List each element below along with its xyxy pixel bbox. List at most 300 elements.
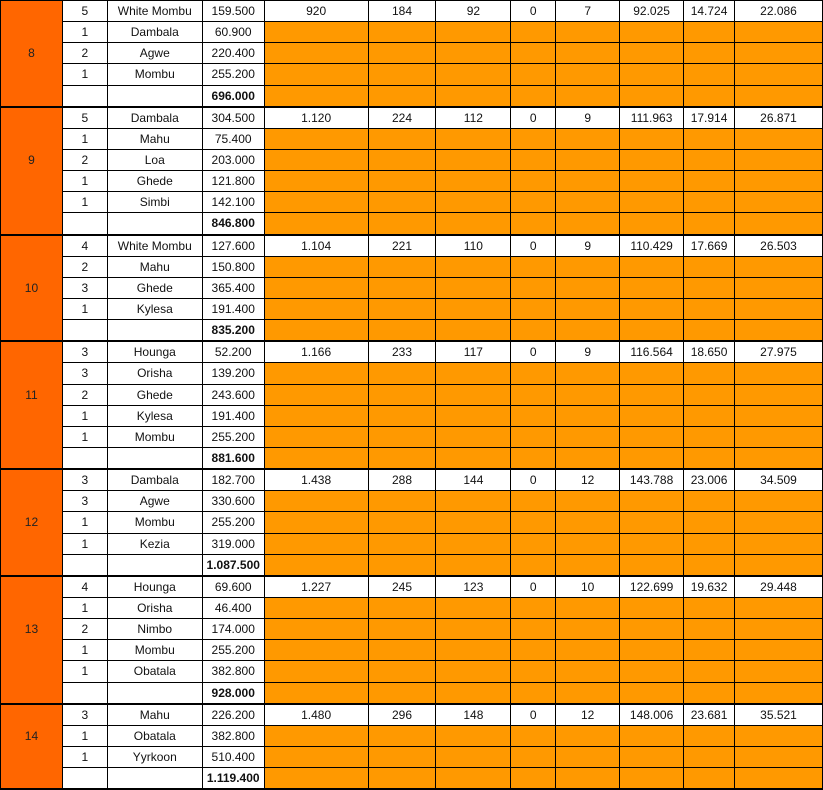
qty-cell[interactable]: [62, 85, 107, 107]
filled-cell[interactable]: [735, 597, 823, 618]
filled-cell[interactable]: [264, 43, 368, 64]
filled-cell[interactable]: [556, 85, 620, 107]
filled-cell[interactable]: [735, 85, 823, 107]
filled-cell[interactable]: [735, 171, 823, 192]
filled-cell[interactable]: [264, 64, 368, 85]
stat-cell[interactable]: 1.104: [264, 235, 368, 257]
filled-cell[interactable]: [436, 43, 511, 64]
filled-cell[interactable]: [620, 554, 684, 576]
filled-cell[interactable]: [735, 533, 823, 554]
stat-cell[interactable]: 110: [436, 235, 511, 257]
filled-cell[interactable]: [368, 640, 436, 661]
value-cell[interactable]: 255.200: [202, 512, 264, 533]
group-cell[interactable]: [1, 235, 63, 257]
name-cell[interactable]: Kezia: [107, 533, 202, 554]
filled-cell[interactable]: [436, 746, 511, 767]
filled-cell[interactable]: [556, 171, 620, 192]
stat-cell[interactable]: 1.227: [264, 576, 368, 598]
filled-cell[interactable]: [511, 746, 556, 767]
filled-cell[interactable]: [436, 768, 511, 790]
filled-cell[interactable]: [735, 43, 823, 64]
name-cell[interactable]: Dambala: [107, 469, 202, 491]
qty-cell[interactable]: 1: [62, 597, 107, 618]
filled-cell[interactable]: [556, 192, 620, 213]
filled-cell[interactable]: [556, 256, 620, 277]
name-cell[interactable]: Ghede: [107, 277, 202, 298]
filled-cell[interactable]: [436, 277, 511, 298]
qty-cell[interactable]: 1: [62, 746, 107, 767]
value-cell[interactable]: 191.400: [202, 298, 264, 319]
group-total-cell[interactable]: 696.000: [202, 85, 264, 107]
name-cell[interactable]: [107, 447, 202, 469]
filled-cell[interactable]: [264, 597, 368, 618]
filled-cell[interactable]: [511, 192, 556, 213]
stat-cell[interactable]: 27.975: [735, 341, 823, 363]
qty-cell[interactable]: 4: [62, 235, 107, 257]
filled-cell[interactable]: [264, 746, 368, 767]
filled-cell[interactable]: [556, 619, 620, 640]
filled-cell[interactable]: [436, 171, 511, 192]
filled-cell[interactable]: [556, 384, 620, 405]
name-cell[interactable]: Ghede: [107, 171, 202, 192]
stat-cell[interactable]: 0: [511, 704, 556, 726]
name-cell[interactable]: Mahu: [107, 256, 202, 277]
filled-cell[interactable]: [368, 171, 436, 192]
filled-cell[interactable]: [556, 149, 620, 170]
filled-cell[interactable]: [436, 554, 511, 576]
value-cell[interactable]: 365.400: [202, 277, 264, 298]
stat-cell[interactable]: 26.871: [735, 107, 823, 129]
filled-cell[interactable]: [684, 192, 735, 213]
filled-cell[interactable]: [436, 725, 511, 746]
name-cell[interactable]: [107, 554, 202, 576]
filled-cell[interactable]: [511, 43, 556, 64]
stat-cell[interactable]: 1.480: [264, 704, 368, 726]
filled-cell[interactable]: [511, 661, 556, 682]
qty-cell[interactable]: 1: [62, 22, 107, 43]
filled-cell[interactable]: [436, 363, 511, 384]
value-cell[interactable]: 255.200: [202, 64, 264, 85]
group-cell[interactable]: [1, 405, 63, 426]
qty-cell[interactable]: 5: [62, 0, 107, 22]
filled-cell[interactable]: [620, 512, 684, 533]
qty-cell[interactable]: [62, 768, 107, 790]
name-cell[interactable]: Ghede: [107, 384, 202, 405]
filled-cell[interactable]: [735, 447, 823, 469]
value-cell[interactable]: 52.200: [202, 341, 264, 363]
name-cell[interactable]: Mombu: [107, 512, 202, 533]
stat-cell[interactable]: 0: [511, 576, 556, 598]
filled-cell[interactable]: [620, 768, 684, 790]
qty-cell[interactable]: 1: [62, 171, 107, 192]
stat-cell[interactable]: 112: [436, 107, 511, 129]
stat-cell[interactable]: 35.521: [735, 704, 823, 726]
group-cell[interactable]: 14: [1, 725, 63, 746]
filled-cell[interactable]: [735, 554, 823, 576]
filled-cell[interactable]: [511, 725, 556, 746]
filled-cell[interactable]: [436, 405, 511, 426]
filled-cell[interactable]: [511, 363, 556, 384]
filled-cell[interactable]: [684, 64, 735, 85]
filled-cell[interactable]: [436, 491, 511, 512]
stat-cell[interactable]: 0: [511, 469, 556, 491]
value-cell[interactable]: 60.900: [202, 22, 264, 43]
filled-cell[interactable]: [436, 661, 511, 682]
filled-cell[interactable]: [684, 171, 735, 192]
filled-cell[interactable]: [556, 533, 620, 554]
name-cell[interactable]: [107, 682, 202, 704]
filled-cell[interactable]: [264, 661, 368, 682]
qty-cell[interactable]: 3: [62, 469, 107, 491]
filled-cell[interactable]: [368, 554, 436, 576]
filled-cell[interactable]: [620, 298, 684, 319]
filled-cell[interactable]: [264, 192, 368, 213]
group-cell[interactable]: [1, 533, 63, 554]
filled-cell[interactable]: [735, 320, 823, 342]
value-cell[interactable]: 330.600: [202, 491, 264, 512]
value-cell[interactable]: 142.100: [202, 192, 264, 213]
filled-cell[interactable]: [511, 554, 556, 576]
filled-cell[interactable]: [436, 384, 511, 405]
group-cell[interactable]: [1, 85, 63, 107]
stat-cell[interactable]: 34.509: [735, 469, 823, 491]
value-cell[interactable]: 382.800: [202, 661, 264, 682]
qty-cell[interactable]: 1: [62, 405, 107, 426]
stat-cell[interactable]: 245: [368, 576, 436, 598]
filled-cell[interactable]: [556, 491, 620, 512]
filled-cell[interactable]: [735, 491, 823, 512]
qty-cell[interactable]: 1: [62, 426, 107, 447]
filled-cell[interactable]: [436, 597, 511, 618]
qty-cell[interactable]: 2: [62, 256, 107, 277]
filled-cell[interactable]: [436, 85, 511, 107]
filled-cell[interactable]: [264, 554, 368, 576]
filled-cell[interactable]: [264, 447, 368, 469]
stat-cell[interactable]: 122.699: [620, 576, 684, 598]
filled-cell[interactable]: [368, 213, 436, 235]
filled-cell[interactable]: [620, 64, 684, 85]
filled-cell[interactable]: [368, 256, 436, 277]
filled-cell[interactable]: [264, 320, 368, 342]
filled-cell[interactable]: [684, 22, 735, 43]
stat-cell[interactable]: 288: [368, 469, 436, 491]
group-cell[interactable]: [1, 213, 63, 235]
filled-cell[interactable]: [684, 725, 735, 746]
filled-cell[interactable]: [368, 597, 436, 618]
filled-cell[interactable]: [684, 320, 735, 342]
filled-cell[interactable]: [264, 725, 368, 746]
name-cell[interactable]: [107, 213, 202, 235]
filled-cell[interactable]: [368, 447, 436, 469]
stat-cell[interactable]: 224: [368, 107, 436, 129]
filled-cell[interactable]: [735, 661, 823, 682]
name-cell[interactable]: Nimbo: [107, 619, 202, 640]
filled-cell[interactable]: [368, 149, 436, 170]
qty-cell[interactable]: 1: [62, 298, 107, 319]
filled-cell[interactable]: [436, 512, 511, 533]
group-cell[interactable]: [1, 128, 63, 149]
filled-cell[interactable]: [264, 256, 368, 277]
filled-cell[interactable]: [620, 128, 684, 149]
filled-cell[interactable]: [735, 682, 823, 704]
qty-cell[interactable]: 3: [62, 277, 107, 298]
filled-cell[interactable]: [511, 298, 556, 319]
stat-cell[interactable]: 148: [436, 704, 511, 726]
filled-cell[interactable]: [620, 384, 684, 405]
qty-cell[interactable]: [62, 682, 107, 704]
stat-cell[interactable]: 17.914: [684, 107, 735, 129]
filled-cell[interactable]: [264, 277, 368, 298]
filled-cell[interactable]: [264, 426, 368, 447]
filled-cell[interactable]: [368, 320, 436, 342]
group-cell[interactable]: [1, 107, 63, 129]
filled-cell[interactable]: [684, 128, 735, 149]
stat-cell[interactable]: 221: [368, 235, 436, 257]
group-cell[interactable]: [1, 768, 63, 790]
value-cell[interactable]: 127.600: [202, 235, 264, 257]
value-cell[interactable]: 121.800: [202, 171, 264, 192]
group-cell[interactable]: 8: [1, 43, 63, 64]
filled-cell[interactable]: [264, 640, 368, 661]
filled-cell[interactable]: [264, 533, 368, 554]
group-total-cell[interactable]: 1.087.500: [202, 554, 264, 576]
filled-cell[interactable]: [735, 22, 823, 43]
filled-cell[interactable]: [511, 384, 556, 405]
stat-cell[interactable]: 12: [556, 469, 620, 491]
filled-cell[interactable]: [556, 128, 620, 149]
filled-cell[interactable]: [511, 320, 556, 342]
group-cell[interactable]: [1, 298, 63, 319]
filled-cell[interactable]: [264, 384, 368, 405]
filled-cell[interactable]: [436, 619, 511, 640]
filled-cell[interactable]: [684, 213, 735, 235]
filled-cell[interactable]: [735, 64, 823, 85]
group-cell[interactable]: [1, 320, 63, 342]
filled-cell[interactable]: [511, 491, 556, 512]
filled-cell[interactable]: [264, 22, 368, 43]
stat-cell[interactable]: 233: [368, 341, 436, 363]
filled-cell[interactable]: [684, 746, 735, 767]
group-total-cell[interactable]: 835.200: [202, 320, 264, 342]
filled-cell[interactable]: [511, 22, 556, 43]
filled-cell[interactable]: [620, 192, 684, 213]
group-cell[interactable]: [1, 576, 63, 598]
stat-cell[interactable]: 14.724: [684, 0, 735, 22]
qty-cell[interactable]: 2: [62, 149, 107, 170]
qty-cell[interactable]: [62, 447, 107, 469]
filled-cell[interactable]: [556, 597, 620, 618]
filled-cell[interactable]: [735, 619, 823, 640]
group-cell[interactable]: [1, 426, 63, 447]
stat-cell[interactable]: 1.438: [264, 469, 368, 491]
qty-cell[interactable]: 1: [62, 64, 107, 85]
filled-cell[interactable]: [556, 746, 620, 767]
name-cell[interactable]: Dambala: [107, 107, 202, 129]
filled-cell[interactable]: [556, 22, 620, 43]
group-cell[interactable]: [1, 341, 63, 363]
filled-cell[interactable]: [511, 512, 556, 533]
filled-cell[interactable]: [436, 447, 511, 469]
name-cell[interactable]: Agwe: [107, 491, 202, 512]
filled-cell[interactable]: [511, 447, 556, 469]
stat-cell[interactable]: 143.788: [620, 469, 684, 491]
filled-cell[interactable]: [735, 213, 823, 235]
filled-cell[interactable]: [684, 85, 735, 107]
filled-cell[interactable]: [264, 768, 368, 790]
filled-cell[interactable]: [735, 298, 823, 319]
filled-cell[interactable]: [264, 491, 368, 512]
filled-cell[interactable]: [511, 85, 556, 107]
value-cell[interactable]: 182.700: [202, 469, 264, 491]
name-cell[interactable]: Loa: [107, 149, 202, 170]
filled-cell[interactable]: [620, 405, 684, 426]
name-cell[interactable]: Yyrkoon: [107, 746, 202, 767]
filled-cell[interactable]: [735, 363, 823, 384]
filled-cell[interactable]: [436, 22, 511, 43]
filled-cell[interactable]: [735, 746, 823, 767]
stat-cell[interactable]: 17.669: [684, 235, 735, 257]
filled-cell[interactable]: [264, 128, 368, 149]
qty-cell[interactable]: 2: [62, 384, 107, 405]
stat-cell[interactable]: 29.448: [735, 576, 823, 598]
qty-cell[interactable]: 1: [62, 128, 107, 149]
name-cell[interactable]: Agwe: [107, 43, 202, 64]
filled-cell[interactable]: [368, 384, 436, 405]
group-cell[interactable]: [1, 469, 63, 491]
stat-cell[interactable]: 10: [556, 576, 620, 598]
filled-cell[interactable]: [620, 491, 684, 512]
filled-cell[interactable]: [264, 512, 368, 533]
group-cell[interactable]: [1, 192, 63, 213]
filled-cell[interactable]: [264, 405, 368, 426]
value-cell[interactable]: 191.400: [202, 405, 264, 426]
filled-cell[interactable]: [735, 640, 823, 661]
filled-cell[interactable]: [556, 661, 620, 682]
filled-cell[interactable]: [436, 192, 511, 213]
filled-cell[interactable]: [684, 277, 735, 298]
filled-cell[interactable]: [368, 128, 436, 149]
filled-cell[interactable]: [556, 43, 620, 64]
qty-cell[interactable]: 2: [62, 43, 107, 64]
filled-cell[interactable]: [684, 768, 735, 790]
filled-cell[interactable]: [436, 256, 511, 277]
name-cell[interactable]: Dambala: [107, 22, 202, 43]
filled-cell[interactable]: [511, 171, 556, 192]
filled-cell[interactable]: [684, 149, 735, 170]
name-cell[interactable]: [107, 320, 202, 342]
stat-cell[interactable]: 7: [556, 0, 620, 22]
group-cell[interactable]: 13: [1, 619, 63, 640]
name-cell[interactable]: Mahu: [107, 128, 202, 149]
name-cell[interactable]: White Mombu: [107, 0, 202, 22]
stat-cell[interactable]: 12: [556, 704, 620, 726]
filled-cell[interactable]: [684, 661, 735, 682]
filled-cell[interactable]: [735, 725, 823, 746]
name-cell[interactable]: Obatala: [107, 725, 202, 746]
filled-cell[interactable]: [368, 363, 436, 384]
qty-cell[interactable]: 1: [62, 640, 107, 661]
filled-cell[interactable]: [436, 682, 511, 704]
qty-cell[interactable]: 5: [62, 107, 107, 129]
filled-cell[interactable]: [511, 597, 556, 618]
group-cell[interactable]: [1, 682, 63, 704]
filled-cell[interactable]: [556, 363, 620, 384]
filled-cell[interactable]: [735, 192, 823, 213]
qty-cell[interactable]: 1: [62, 192, 107, 213]
name-cell[interactable]: Orisha: [107, 597, 202, 618]
name-cell[interactable]: Kylesa: [107, 298, 202, 319]
filled-cell[interactable]: [684, 298, 735, 319]
filled-cell[interactable]: [684, 682, 735, 704]
filled-cell[interactable]: [511, 426, 556, 447]
filled-cell[interactable]: [264, 682, 368, 704]
group-cell[interactable]: 12: [1, 512, 63, 533]
qty-cell[interactable]: [62, 554, 107, 576]
stat-cell[interactable]: 23.006: [684, 469, 735, 491]
filled-cell[interactable]: [556, 725, 620, 746]
filled-cell[interactable]: [735, 128, 823, 149]
filled-cell[interactable]: [368, 277, 436, 298]
stat-cell[interactable]: 92.025: [620, 0, 684, 22]
filled-cell[interactable]: [264, 149, 368, 170]
value-cell[interactable]: 203.000: [202, 149, 264, 170]
filled-cell[interactable]: [556, 405, 620, 426]
filled-cell[interactable]: [368, 85, 436, 107]
stat-cell[interactable]: 148.006: [620, 704, 684, 726]
group-cell[interactable]: [1, 746, 63, 767]
group-cell[interactable]: 9: [1, 149, 63, 170]
filled-cell[interactable]: [684, 533, 735, 554]
filled-cell[interactable]: [556, 213, 620, 235]
value-cell[interactable]: 304.500: [202, 107, 264, 129]
filled-cell[interactable]: [684, 405, 735, 426]
value-cell[interactable]: 69.600: [202, 576, 264, 598]
filled-cell[interactable]: [556, 426, 620, 447]
group-cell[interactable]: [1, 554, 63, 576]
filled-cell[interactable]: [620, 597, 684, 618]
qty-cell[interactable]: 3: [62, 491, 107, 512]
stat-cell[interactable]: 1.120: [264, 107, 368, 129]
group-cell[interactable]: [1, 256, 63, 277]
filled-cell[interactable]: [556, 554, 620, 576]
filled-cell[interactable]: [436, 128, 511, 149]
name-cell[interactable]: [107, 768, 202, 790]
filled-cell[interactable]: [264, 171, 368, 192]
filled-cell[interactable]: [264, 85, 368, 107]
filled-cell[interactable]: [511, 640, 556, 661]
filled-cell[interactable]: [684, 597, 735, 618]
filled-cell[interactable]: [368, 746, 436, 767]
filled-cell[interactable]: [684, 363, 735, 384]
filled-cell[interactable]: [620, 661, 684, 682]
stat-cell[interactable]: 0: [511, 107, 556, 129]
filled-cell[interactable]: [620, 363, 684, 384]
filled-cell[interactable]: [368, 64, 436, 85]
name-cell[interactable]: [107, 85, 202, 107]
filled-cell[interactable]: [556, 447, 620, 469]
filled-cell[interactable]: [684, 491, 735, 512]
group-cell[interactable]: [1, 22, 63, 43]
name-cell[interactable]: Hounga: [107, 576, 202, 598]
qty-cell[interactable]: 1: [62, 725, 107, 746]
filled-cell[interactable]: [620, 213, 684, 235]
filled-cell[interactable]: [264, 298, 368, 319]
stat-cell[interactable]: 117: [436, 341, 511, 363]
value-cell[interactable]: 139.200: [202, 363, 264, 384]
value-cell[interactable]: 510.400: [202, 746, 264, 767]
filled-cell[interactable]: [620, 533, 684, 554]
filled-cell[interactable]: [620, 426, 684, 447]
